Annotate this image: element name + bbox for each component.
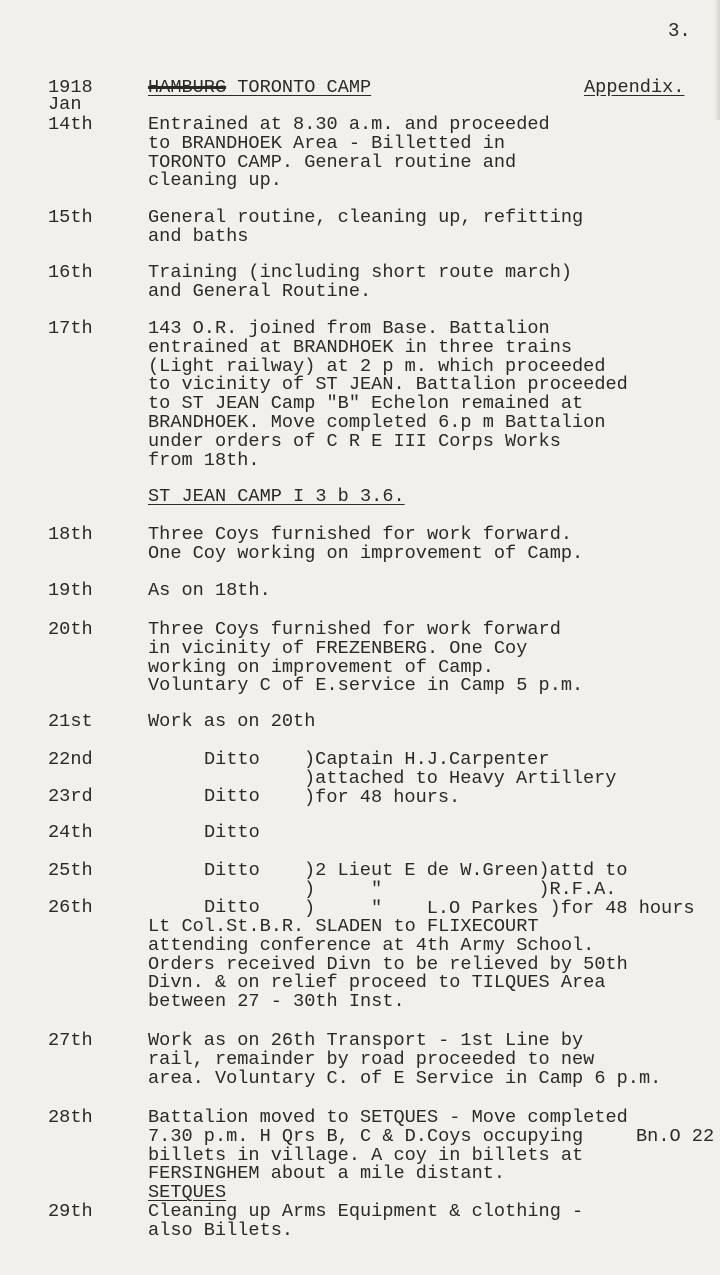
entry-line: to ST JEAN Camp "B" Echelon remained at bbox=[148, 393, 584, 415]
entry-line: entrained at BRANDHOEK in three trains bbox=[148, 336, 573, 358]
entry-date: 20th bbox=[48, 619, 93, 640]
entry-line: cleaning up. bbox=[148, 170, 282, 192]
entry-note: )for 48 hours. bbox=[304, 786, 461, 808]
entry-line: Three Coys furnished for work forward. bbox=[148, 524, 573, 545]
entry-date: 23rd bbox=[48, 786, 93, 807]
entry-line: 143 O.R. joined from Base. Battalion bbox=[148, 318, 550, 339]
ditto-text: Ditto bbox=[204, 786, 260, 807]
entry-line: Work as on 20th bbox=[148, 711, 316, 732]
entry-date: 21st bbox=[48, 711, 93, 732]
entry-line: General routine, cleaning up, refitting bbox=[148, 207, 584, 228]
entry-line: billets in village. A coy in billets at bbox=[148, 1144, 584, 1166]
entry-note: ) " )R.F.A. bbox=[304, 878, 617, 900]
entry-date: 25th bbox=[48, 860, 93, 881]
page-edge bbox=[714, 0, 720, 120]
entry-line: rail, remainder by road proceeded to new bbox=[148, 1048, 595, 1070]
entry-note: )Captain H.J.Carpenter bbox=[304, 749, 550, 770]
entry-line: attending conference at 4th Army School. bbox=[148, 934, 595, 956]
entry-line: Cleaning up Arms Equipment & clothing - bbox=[148, 1201, 584, 1222]
entry-line: Work as on 26th Transport - 1st Line by bbox=[148, 1030, 584, 1051]
entry-line: Training (including short route march) bbox=[148, 262, 573, 283]
entry-date: 15th bbox=[48, 207, 93, 228]
entry-date: 27th bbox=[48, 1030, 93, 1051]
entry-note: )attached to Heavy Artillery bbox=[304, 767, 617, 789]
entry-date: 26th bbox=[48, 897, 93, 918]
entry-line: and baths bbox=[148, 225, 249, 247]
ditto-text: Ditto bbox=[204, 897, 260, 918]
entry-date: 17th bbox=[48, 318, 93, 339]
entry-line: area. Voluntary C. of E Service in Camp 6 p.m. bbox=[148, 1067, 662, 1089]
entry-line: in vicinity of FREZENBERG. One Coy bbox=[148, 637, 528, 659]
entry-date: 16th bbox=[48, 262, 93, 283]
ditto-text: Ditto bbox=[204, 860, 260, 881]
entry-line: (Light railway) at 2 p m. which proceeded bbox=[148, 355, 606, 377]
entry-line: from 18th. bbox=[148, 449, 260, 471]
entry-line: between 27 - 30th Inst. bbox=[148, 991, 405, 1013]
entry-line: Voluntary C of E.service in Camp 5 p.m. bbox=[148, 675, 584, 697]
appendix-heading: Appendix. bbox=[584, 77, 685, 98]
entry-line: One Coy working on improvement of Camp. bbox=[148, 542, 584, 564]
heading-location bbox=[148, 78, 371, 98]
entry-note: )2 Lieut E de W.Green)attd to bbox=[304, 860, 628, 881]
entry-line: TORONTO CAMP. General routine and bbox=[148, 151, 517, 173]
entry-line: also Billets. bbox=[148, 1219, 294, 1241]
entry-line: As on 18th. bbox=[148, 580, 271, 601]
entry-date: 18th bbox=[48, 524, 93, 545]
struck-word: HAMBURG bbox=[148, 77, 227, 98]
entry-note: ) " L.O Parkes )for 48 hours bbox=[304, 897, 695, 919]
entry-line: Three Coys furnished for work forward bbox=[148, 619, 561, 640]
heading-title: TORONTO CAMP bbox=[226, 77, 372, 98]
entry-line: to vicinity of ST JEAN. Battalion proceeded bbox=[148, 374, 628, 396]
year: 1918 bbox=[48, 77, 93, 98]
ditto-text: Ditto bbox=[204, 749, 260, 770]
month: Jan bbox=[48, 94, 82, 115]
entry-date: 19th bbox=[48, 580, 93, 601]
appendix-reference: Bn.O 22 bbox=[636, 1126, 715, 1147]
entry-date: 14th bbox=[48, 114, 93, 135]
page-number: 3. bbox=[668, 20, 691, 42]
entry-line: BRANDHOEK. Move completed 6.p m Battalion bbox=[148, 412, 606, 433]
entry-line: FERSINGHEM about a mile distant. bbox=[148, 1163, 506, 1185]
entry-line: Battalion moved to SETQUES - Move completed bbox=[148, 1107, 628, 1128]
entry-date: 29th bbox=[48, 1201, 93, 1222]
entry-line: Orders received Divn to be relieved by 50th bbox=[148, 953, 628, 975]
entry-line: Entrained at 8.30 a.m. and proceeded bbox=[148, 114, 550, 135]
section-heading: ST JEAN CAMP I 3 b 3.6. bbox=[148, 486, 405, 507]
entry-date: 24th bbox=[48, 822, 93, 843]
section-heading: SETQUES bbox=[148, 1182, 227, 1203]
ditto-text: Ditto bbox=[204, 822, 260, 843]
entry-line: working on improvement of Camp. bbox=[148, 656, 494, 678]
entry-date: 22nd bbox=[48, 749, 93, 770]
entry-line: 7.30 p.m. H Qrs B, C & D.Coys occupying bbox=[148, 1125, 584, 1147]
entry-line: Divn. & on relief proceed to TILQUES Area bbox=[148, 972, 606, 994]
entry-line: to BRANDHOEK Area - Billetted in bbox=[148, 132, 506, 154]
entry-line: under orders of C R E III Corps Works bbox=[148, 430, 561, 452]
entry-date: 28th bbox=[48, 1107, 93, 1128]
entry-line: Lt Col.St.B.R. SLADEN to FLIXECOURT bbox=[148, 916, 539, 937]
entry-line: and General Routine. bbox=[148, 280, 372, 302]
